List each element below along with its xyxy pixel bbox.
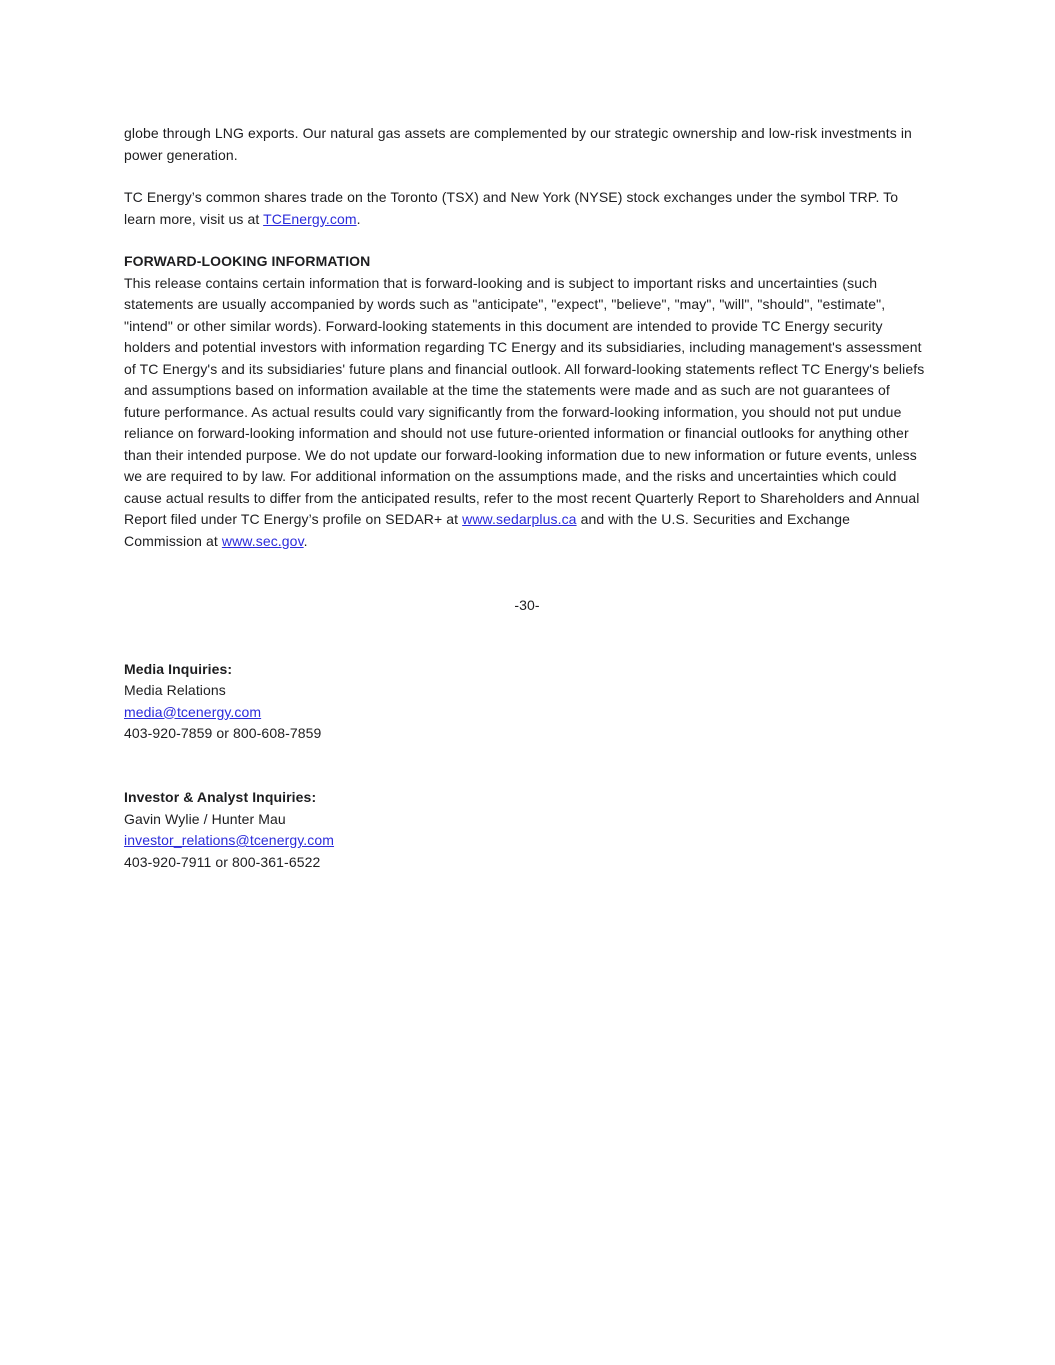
media-inquiries-block (124, 659, 930, 745)
sec-gov-link[interactable]: www.sec.gov (221, 532, 304, 549)
blank-line (124, 573, 930, 595)
media-email-line (124, 702, 930, 724)
media-relations-line: Media Relations (124, 682, 226, 698)
tcenergy-com-link[interactable]: TCEnergy.com (263, 210, 357, 227)
media-email-link[interactable]: media@tcenergy.com (124, 703, 262, 720)
investor-email-line (124, 830, 930, 852)
investor-inquiries-block (124, 787, 930, 873)
investor-inquiries-heading: Investor & Analyst Inquiries: (124, 789, 317, 805)
forward-looking-body (124, 273, 930, 553)
sedarplus-link[interactable]: www.sedarplus.ca (462, 511, 577, 527)
shares-paragraph (124, 187, 930, 230)
investor-contacts-line: Gavin Wylie / Hunter Mau (124, 810, 286, 827)
end-of-release-marker: -30- (514, 596, 540, 613)
media-inquiries-heading: Media Inquiries: (124, 660, 233, 677)
shares-text-after-link: . (356, 210, 361, 227)
forward-looking-text-2: and with the U.S. Securities and Exchange Commission at (124, 511, 851, 549)
blank-line (124, 766, 930, 788)
intro-paragraph (124, 123, 930, 166)
media-phone-numbers: 403-920-7859 or 800-608-7859 (124, 725, 322, 741)
intro-text: globe through LNG exports. Our natural gas assets are complemented by our strategic ownership and low-risk investments in power generation. (124, 125, 912, 163)
investor-email-link[interactable]: investor_relations@tcenergy.com (124, 832, 335, 848)
forward-looking-text-1: This release contains certain information that is forward-looking and is subject to important risks and uncertainties (such statements are usually accompanied by words such as "anticipate", "expect", "believe", "may", "will", "should", "estimate", "intend" or other similar words). Forward-looking statements in this document are intended to provide TC Energy security holders and potential investors with information regarding TC Energy and its subsidiaries, including management's assessment of TC Energy's and its subsidiaries' future plans and financial outlook. All forward-looking statements reflect TC Energy's beliefs and assumptions based on information available at the time the statements were made and as such are not guarantees of future performance. As actual results could vary significantly from the forward-looking information, you should not put undue reliance on forward-looking information and should not use future-oriented information or financial outlooks for anything other than their intended purpose. We do not update our forward-looking information due to new information or future events, unless we are required to by law. For additional information on the assumptions made, and the risks and uncertainties which could cause actual results to differ from the anticipated results, refer to the most recent Quarterly Report to Shareholders and Annual Report filed under TC Energy’s profile on SEDAR+ at (124, 274, 925, 527)
investor-phone-numbers: 403-920-7911 or 800-361-6522 (124, 853, 321, 870)
shares-text-before-link: TC Energy’s common shares trade on the Toronto (TSX) and New York (NYSE) stock exchanges under the symbol TRP. To learn more, visit us at (124, 189, 899, 227)
blank-line (124, 637, 930, 659)
forward-looking-text-3: . (303, 532, 308, 549)
forward-looking-heading: FORWARD-LOOKING INFORMATION (124, 253, 371, 269)
